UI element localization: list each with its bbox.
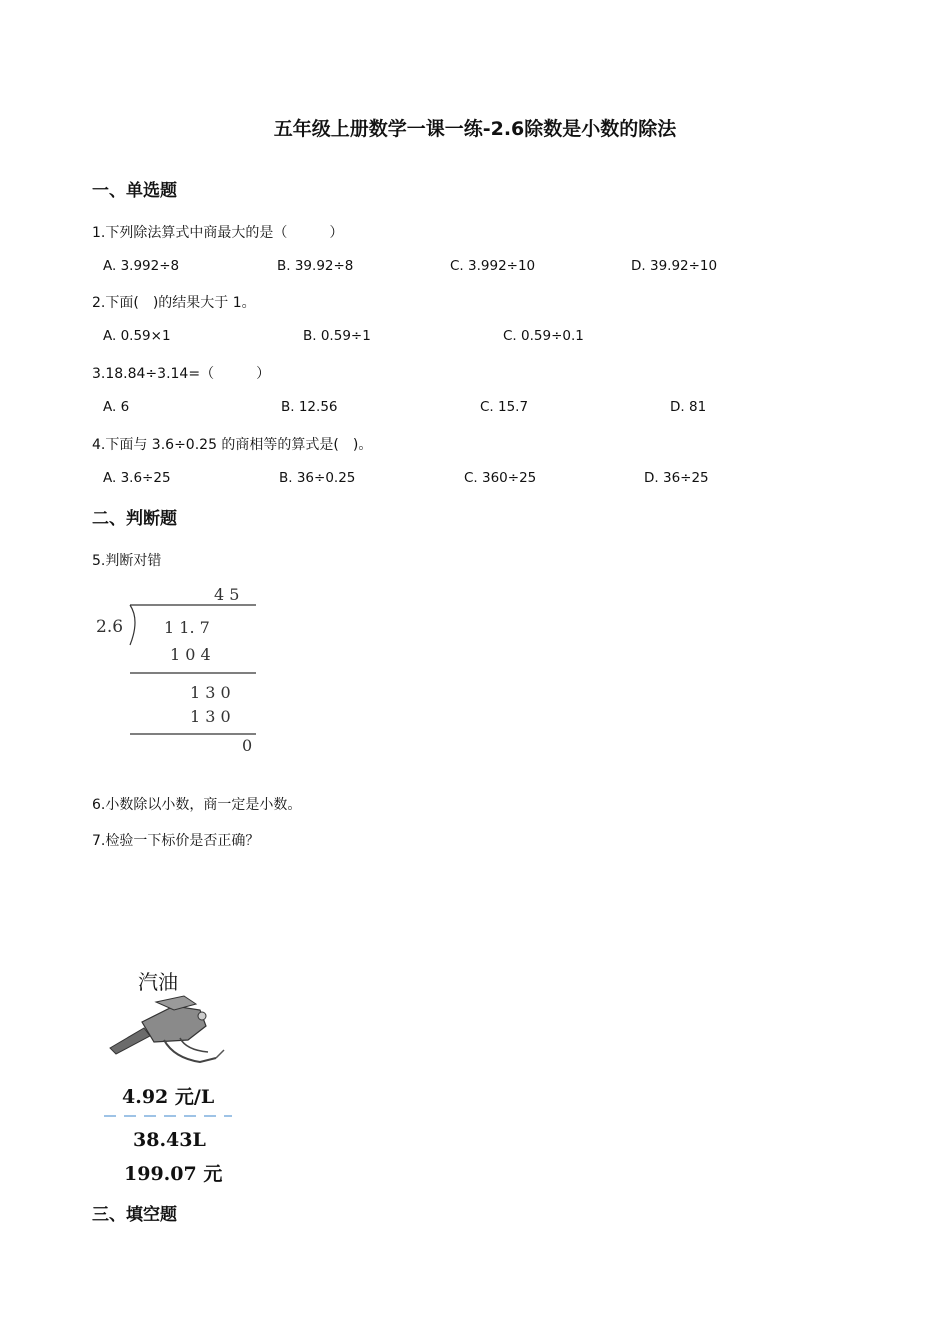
section-heading-single-choice: 一、单选题 [92, 181, 177, 201]
dashed-divider [104, 1112, 234, 1120]
long-division-figure [90, 580, 270, 760]
q3-option-d: D. 81 [670, 399, 707, 415]
section-heading-fill-in: 三、填空题 [92, 1205, 177, 1225]
division-step-2: 1 3 0 [190, 707, 231, 726]
page-title: 五年级上册数学一课一练-2.6除数是小数的除法 [273, 118, 677, 140]
gas-label: 汽油 [138, 970, 178, 994]
question-7-text: 7.检验一下标价是否正确？ [92, 833, 260, 849]
division-step-1: 1 0 4 [170, 645, 211, 664]
question-6-text: 6.小数除以小数，商一定是小数。 [92, 797, 302, 813]
q1-option-d: D. 39.92÷10 [631, 258, 718, 274]
q1-option-a: A. 3.992÷8 [103, 258, 180, 274]
question-2-text: 2.下面( )的结果大于 1。 [92, 295, 256, 311]
gas-volume: 38.43L [133, 1129, 206, 1151]
q3-option-a: A. 6 [103, 399, 130, 415]
gas-total: 199.07 元 [124, 1163, 223, 1185]
question-3-text: 3.18.84÷3.14=（ ） [92, 366, 271, 382]
gas-nozzle-icon [104, 992, 234, 1072]
q4-option-b: B. 36÷0.25 [279, 470, 356, 486]
q3-option-b: B. 12.56 [281, 399, 338, 415]
gas-price: 4.92 元/L [122, 1086, 215, 1108]
q2-option-a: A. 0.59×1 [103, 328, 171, 344]
question-5-text: 5.判断对错 [92, 553, 162, 569]
q1-option-b: B. 39.92÷8 [277, 258, 354, 274]
division-dividend: 1 1. 7 [164, 618, 210, 637]
q4-option-a: A. 3.6÷25 [103, 470, 171, 486]
section-heading-true-false: 二、判断题 [92, 509, 177, 529]
q4-option-c: C. 360÷25 [464, 470, 537, 486]
q4-option-d: D. 36÷25 [644, 470, 709, 486]
q3-option-c: C. 15.7 [480, 399, 529, 415]
division-divisor: 2.6 [96, 617, 124, 637]
division-remainder-1: 1 3 0 [190, 683, 231, 702]
division-bracket [130, 605, 135, 645]
question-1-text: 1.下列除法算式中商最大的是（ ） [92, 225, 344, 241]
q2-option-c: C. 0.59÷0.1 [503, 328, 584, 344]
question-4-text: 4.下面与 3.6÷0.25 的商相等的算式是( )。 [92, 437, 373, 453]
division-quotient: 4 5 [214, 585, 240, 604]
q1-option-c: C. 3.992÷10 [450, 258, 536, 274]
q2-option-b: B. 0.59÷1 [303, 328, 371, 344]
division-remainder-final: 0 [242, 736, 253, 755]
